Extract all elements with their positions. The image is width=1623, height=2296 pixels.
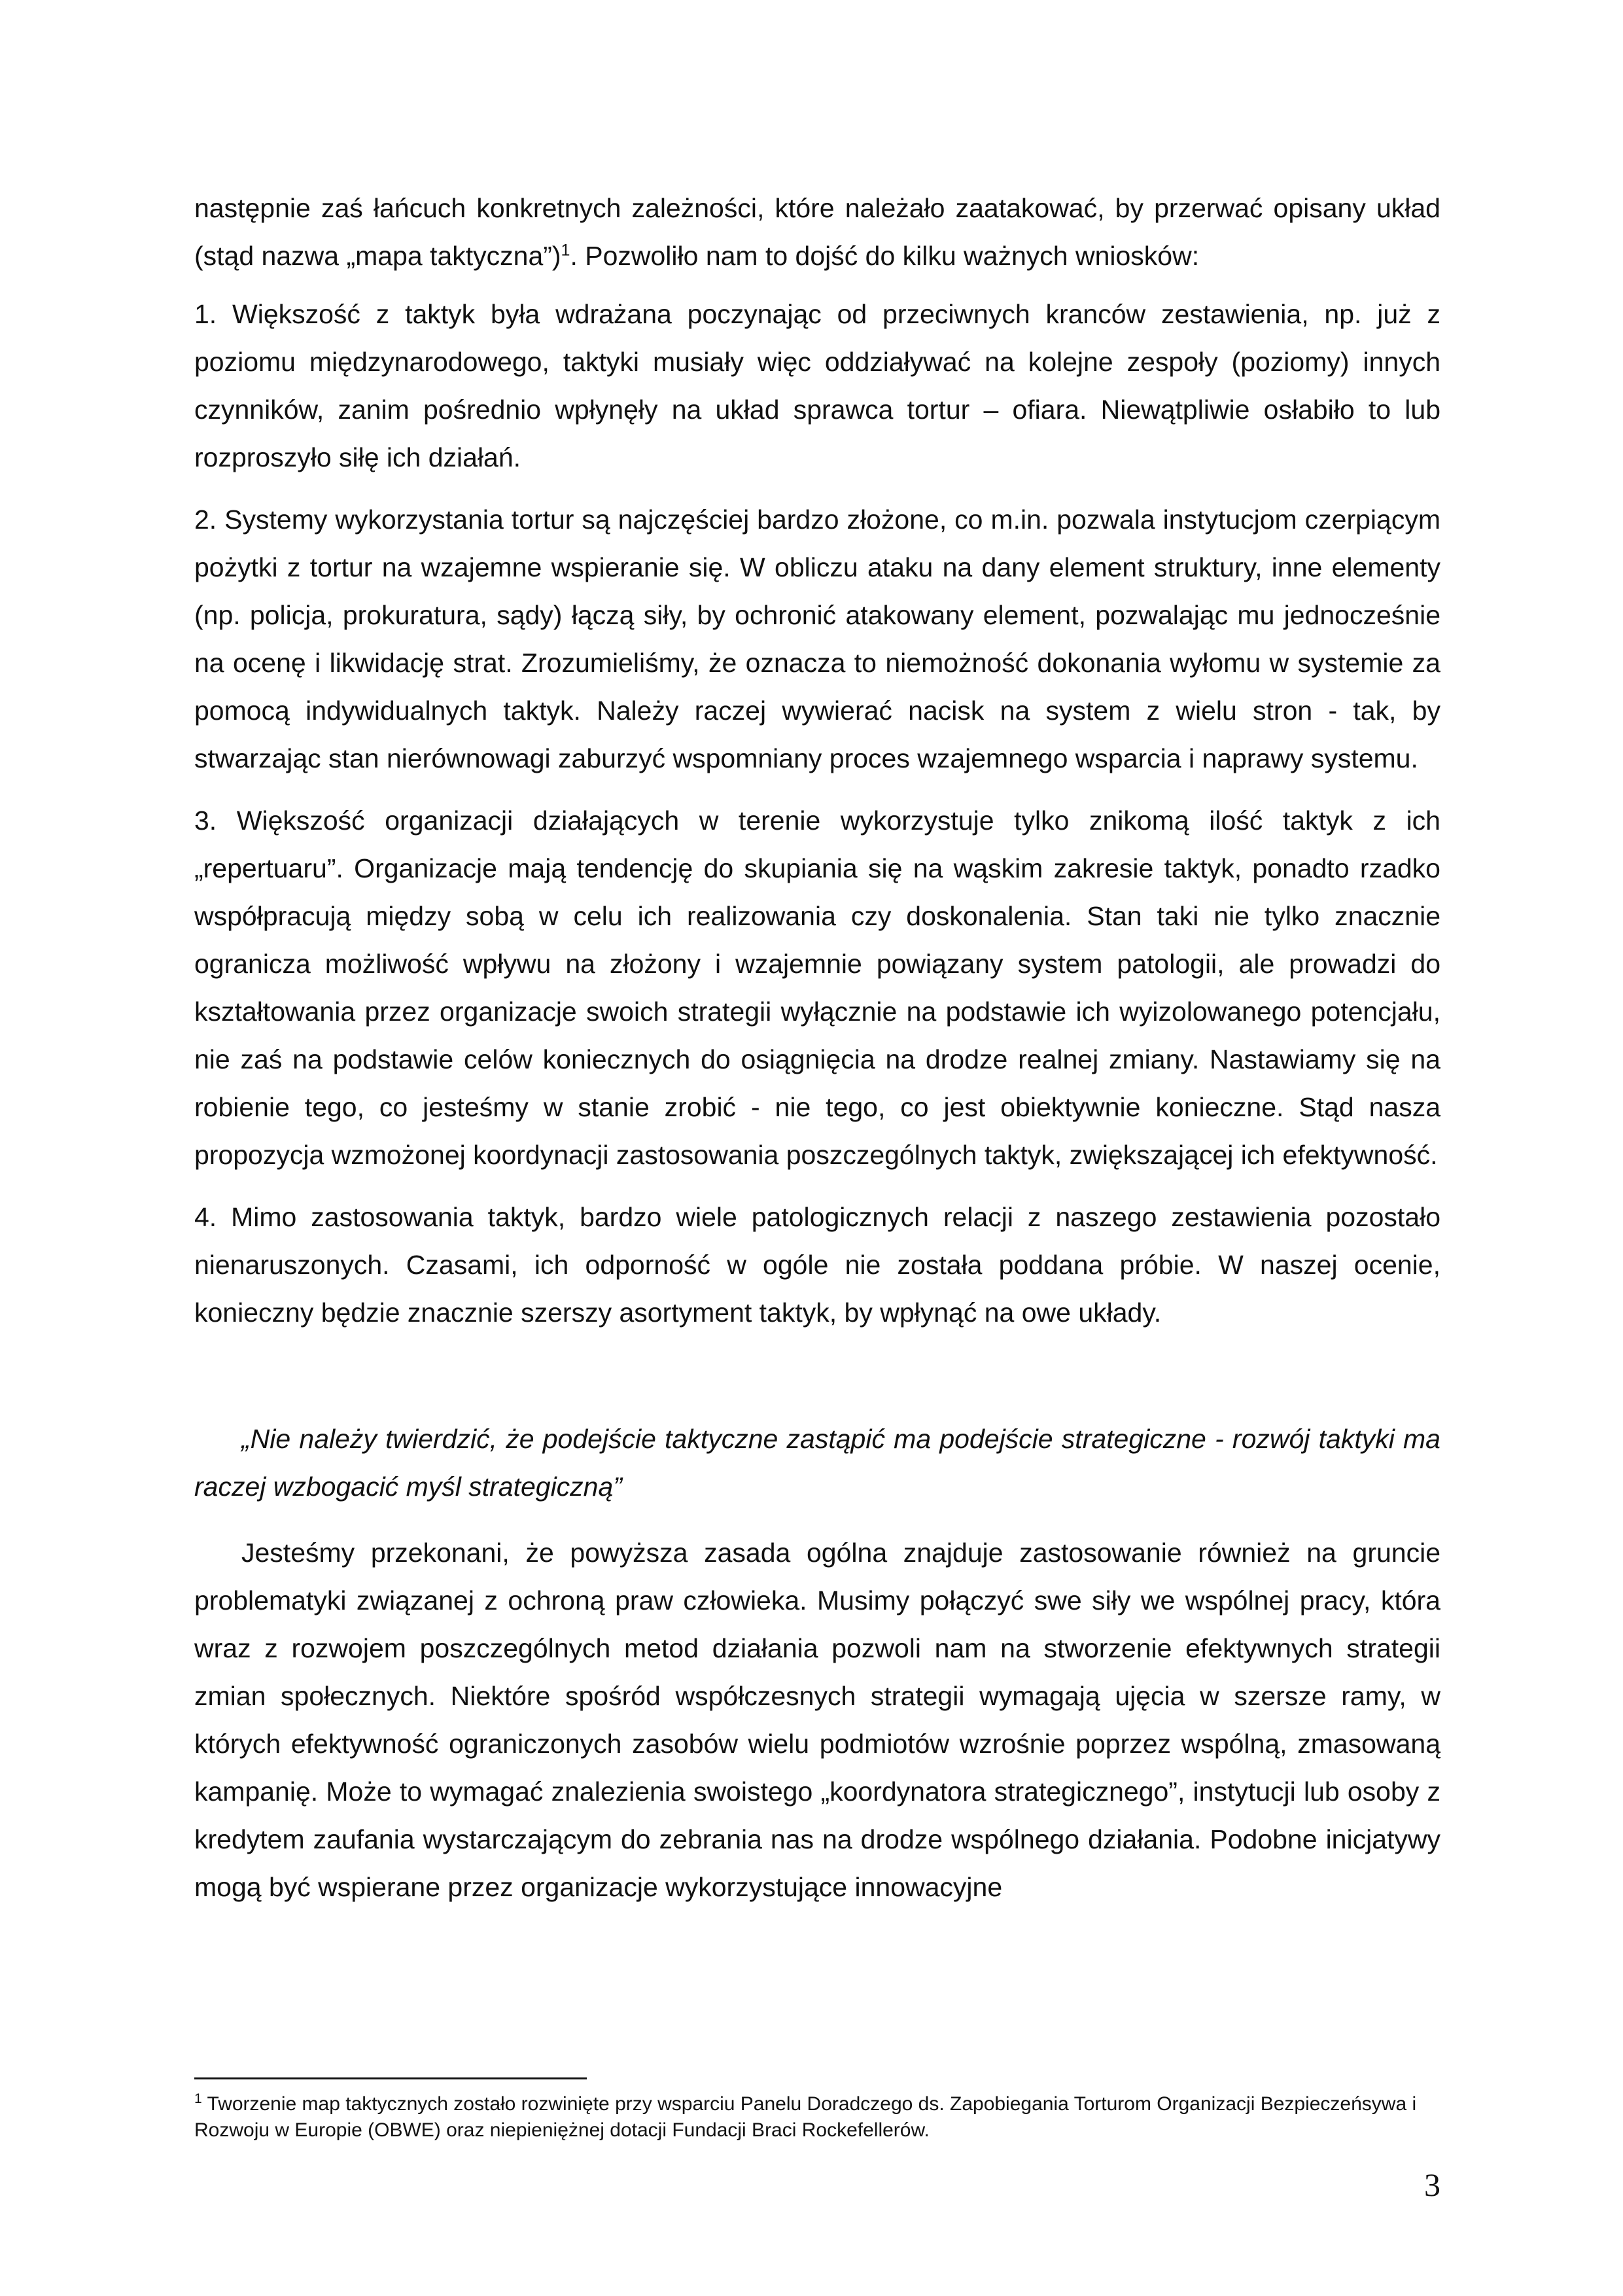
conclusion-item-4: 4. Mimo zastosowania taktyk, bardzo wiele patologicznych relacji z naszego zestawienia pozostało nienaruszonych. Czasami, ich odporność w ogóle nie została poddana próbie. W naszej ocenie, konieczny będzie znacznie szerszy asortyment taktyk, by wpłynąć na owe układy. <box>194 1202 1440 1328</box>
footnote-divider <box>194 2077 587 2079</box>
conclusion-item-2: 2. Systemy wykorzystania tortur są najczęściej bardzo złożone, co m.in. pozwala instytucjom czerpiącym pożytki z tortur na wzajemne wspieranie się. W obliczu ataku na dany element struktury, inne elementy (np. policja, prokuratura, sądy) łączą siły, by ochronić atakowany element, pozwalając mu jednocześnie na ocenę i likwidację strat. Zrozumieliśmy, że oznacza to niemożność dokonania wyłomu w systemie za pomocą indywidualnych taktyk. Należy raczej wywierać nacisk na system z wielu stron - tak, by stwarzając stan nierównowagi zaburzyć wspomniany proces wzajemnego wsparcia i naprawy systemu. <box>194 504 1440 773</box>
body-text <box>194 185 1440 1924</box>
intro-paragraph <box>194 185 1440 280</box>
quote-paragraph: „Nie należy twierdzić, że podejście taktyczne zastąpić ma podejście strategiczne - rozwój taktyki ma raczej wzbogacić myśl strategiczną” <box>194 1424 1440 1502</box>
footnote-text: Tworzenie map taktycznych zostało rozwinięte przy wsparciu Panelu Doradczego ds. Zapobiegania Torturom Organizacji Bezpieczeńsywa i Rozwoju w Europie (OBWE) oraz niepieniężnej dotacji Fundacji Braci Rockefellerów. <box>194 2093 1417 2141</box>
footnote-reference: 1 <box>561 241 570 260</box>
conclusion-item-3: 3. Większość organizacji działających w terenie wykorzystuje tylko znikomą ilość taktyk z ich „repertuaru”. Organizacje mają tendencję do skupiania się na wąskim zakresie taktyk, ponadto rzadko współpracują między sobą w celu ich realizowania czy doskonalenia. Stan taki nie tylko znacznie ogranicza możliwość wpływu na złożony i wzajemnie powiązany system patologii, ale prowadzi do kształtowania przez organizacje swoich strategii wyłącznie na podstawie ich wyizolowanego potencjału, nie zaś na podstawie celów koniecznych do osiągnięcia na drodze realnej zmiany. Nastawiamy się na robienie tego, co jesteśmy w stanie zrobić - nie tego, co jest obiektywnie konieczne. Stąd nasza propozycja wzmożonej koordynacji zastosowania poszczególnych taktyk, zwiększającej ich efektywność. <box>194 805 1440 1170</box>
intro-text: następnie zaś łańcuch konkretnych zależności, które należało zaatakować, by przerwać opisany układ (stąd nazwa „mapa taktyczna”) <box>194 193 1440 271</box>
closing-paragraph: Jesteśmy przekonani, że powyższa zasada ogólna znajduje zastosowanie również na gruncie problematyki związanej z ochroną praw człowieka. Musimy połączyć swe siły we wspólnej pracy, która wraz z rozwojem poszczególnych metod działania pozwoli nam na stworzenie efektywnych strategii zmian społecznych. Niektóre spośród współczesnych strategii wymagają ujęcia w szersze ramy, w których efektywność ograniczonych zasobów wielu podmiotów wzrośnie poprzez wspólną, zmasowaną kampanię. Może to wymagać znalezienia swoistego „koordynatora strategicznego”, instytucji lub osoby z kredytem zaufania wystarczającym do zebrania nas na drodze wspólnego działania. Podobne inicjatywy mogą być wspierane przez organizacje wykorzystujące innowacyjne <box>194 1538 1440 1902</box>
page-number: 3 <box>1424 2166 1440 2203</box>
conclusion-item-1: 1. Większość z taktyk była wdrażana poczynając od przeciwnych kranców zestawienia, np. już z poziomu międzynarodowego, taktyki musiały więc oddziaływać na kolejne zespoły (poziomy) innych czynników, zanim pośrednio wpłynęły na układ sprawca tortur – ofiara. Niewątpliwie osłabiło to lub rozproszyło siłę ich działań. <box>194 299 1440 472</box>
footnote <box>194 2091 1440 2144</box>
footnote-marker: 1 <box>194 2091 202 2106</box>
intro-text-continued: . Pozwoliło nam to dojść do kilku ważnych wniosków: <box>570 241 1200 271</box>
